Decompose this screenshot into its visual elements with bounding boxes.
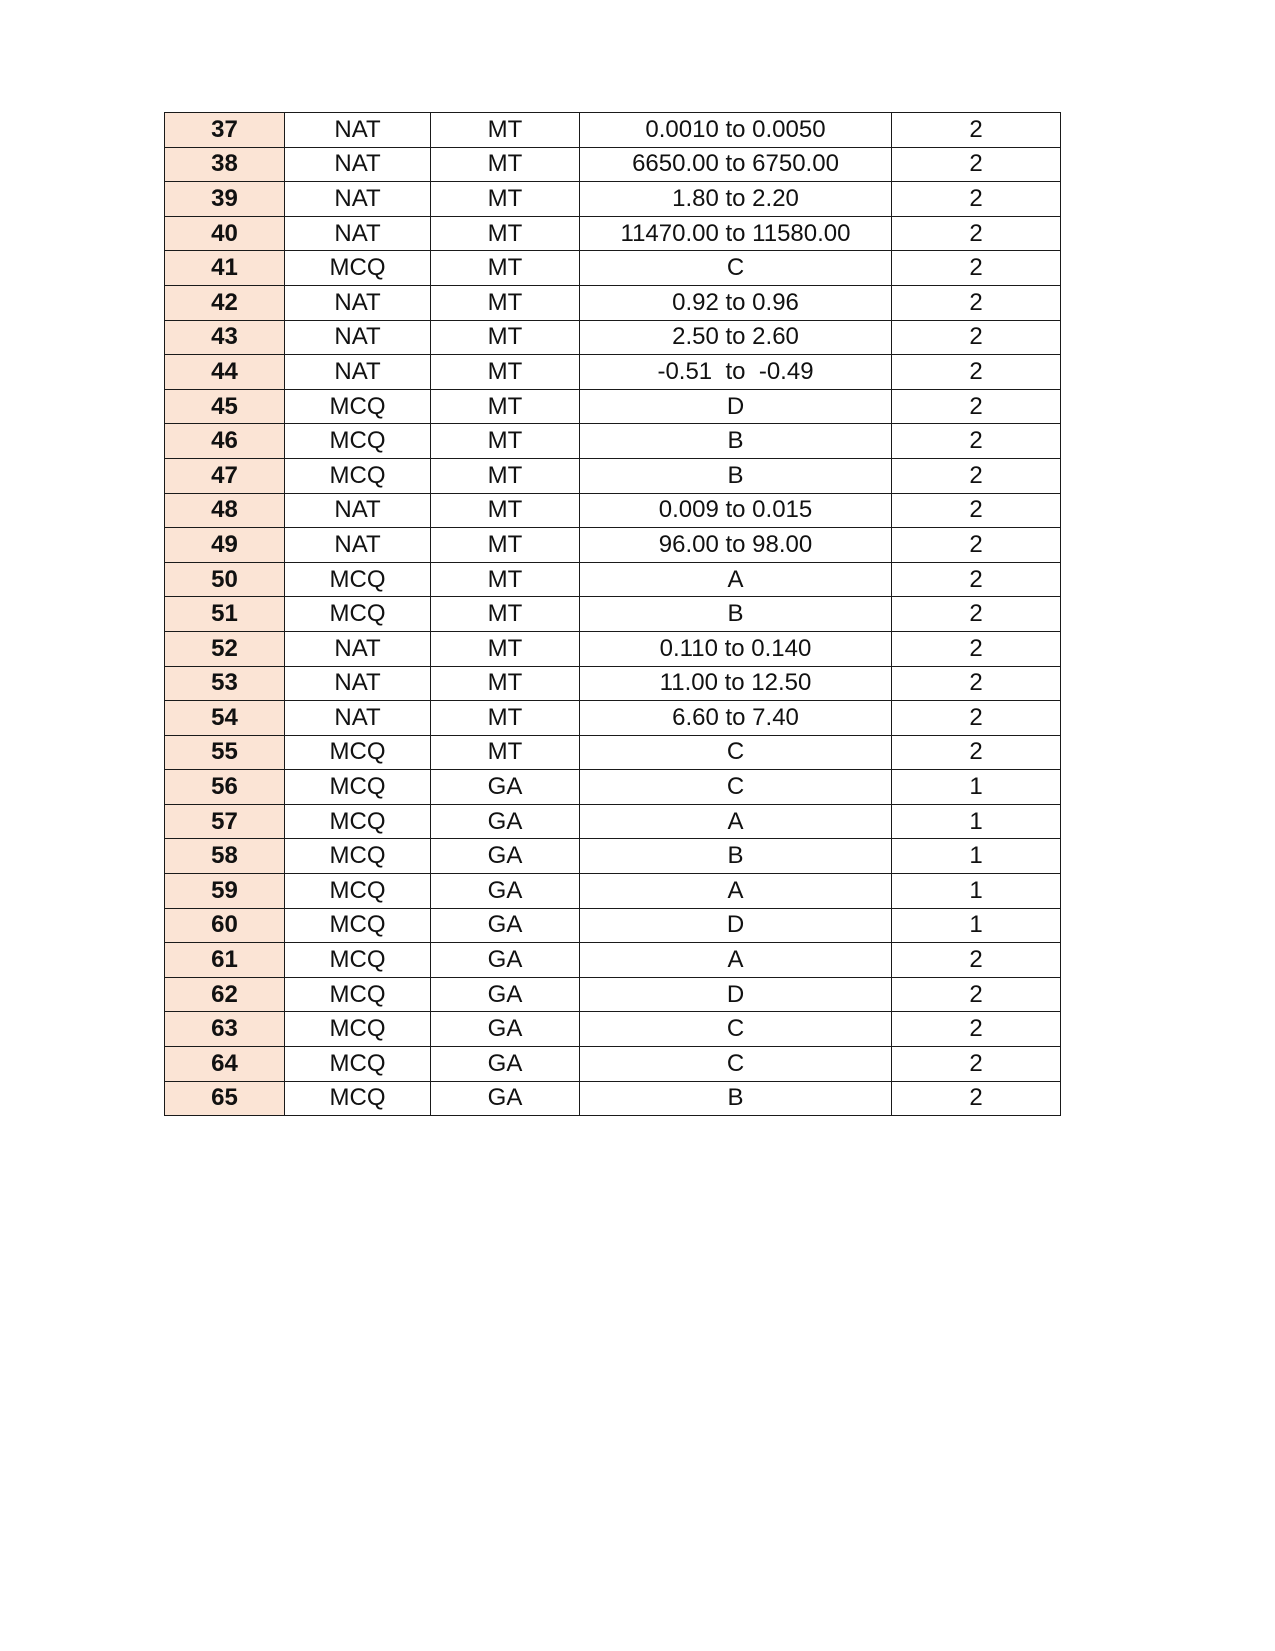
table-row — [165, 597, 1061, 632]
question-number-cell: 41 — [165, 251, 285, 286]
table-row — [165, 631, 1061, 666]
answer-key-cell: D — [580, 977, 892, 1012]
marks-cell: 2 — [892, 355, 1061, 390]
question-type-cell: NAT — [285, 285, 431, 320]
marks-cell: 2 — [892, 147, 1061, 182]
marks-cell: 2 — [892, 285, 1061, 320]
answer-key-cell: 0.0010 to 0.0050 — [580, 113, 892, 148]
question-number-cell: 51 — [165, 597, 285, 632]
question-number-cell: 64 — [165, 1047, 285, 1082]
answer-key-cell: 0.92 to 0.96 — [580, 285, 892, 320]
section-code-cell: GA — [431, 1047, 580, 1082]
answer-key-cell: 0.110 to 0.140 — [580, 631, 892, 666]
table-row — [165, 701, 1061, 736]
question-number-cell: 46 — [165, 424, 285, 459]
section-code-cell: MT — [431, 147, 580, 182]
answer-key-body — [165, 113, 1061, 1116]
table-row — [165, 977, 1061, 1012]
section-code-cell: MT — [431, 285, 580, 320]
section-code-cell: MT — [431, 113, 580, 148]
question-number-cell: 43 — [165, 320, 285, 355]
marks-cell: 2 — [892, 528, 1061, 563]
table-row — [165, 666, 1061, 701]
answer-key-cell: 1.80 to 2.20 — [580, 182, 892, 217]
question-type-cell: MCQ — [285, 735, 431, 770]
table-row — [165, 182, 1061, 217]
marks-cell: 2 — [892, 251, 1061, 286]
answer-key-cell: C — [580, 1047, 892, 1082]
section-code-cell: MT — [431, 631, 580, 666]
answer-key-cell: C — [580, 251, 892, 286]
section-code-cell: MT — [431, 424, 580, 459]
table-row — [165, 735, 1061, 770]
table-row — [165, 908, 1061, 943]
answer-key-table — [164, 112, 1061, 1116]
table-row — [165, 1047, 1061, 1082]
answer-key-cell: 0.009 to 0.015 — [580, 493, 892, 528]
marks-cell: 2 — [892, 182, 1061, 217]
section-code-cell: GA — [431, 1012, 580, 1047]
marks-cell: 2 — [892, 977, 1061, 1012]
question-type-cell: NAT — [285, 666, 431, 701]
marks-cell: 1 — [892, 874, 1061, 909]
question-type-cell: NAT — [285, 701, 431, 736]
marks-cell: 2 — [892, 562, 1061, 597]
answer-key-cell: C — [580, 735, 892, 770]
question-type-cell: NAT — [285, 528, 431, 563]
section-code-cell: MT — [431, 182, 580, 217]
answer-key-cell: B — [580, 1081, 892, 1116]
section-code-cell: MT — [431, 597, 580, 632]
question-type-cell: MCQ — [285, 1012, 431, 1047]
marks-cell: 2 — [892, 597, 1061, 632]
question-number-cell: 54 — [165, 701, 285, 736]
marks-cell: 2 — [892, 113, 1061, 148]
table-row — [165, 389, 1061, 424]
section-code-cell: MT — [431, 528, 580, 563]
marks-cell: 1 — [892, 839, 1061, 874]
question-number-cell: 40 — [165, 216, 285, 251]
table-row — [165, 562, 1061, 597]
section-code-cell: MT — [431, 389, 580, 424]
answer-key-cell: D — [580, 908, 892, 943]
section-code-cell: MT — [431, 320, 580, 355]
question-type-cell: MCQ — [285, 977, 431, 1012]
table-row — [165, 493, 1061, 528]
question-number-cell: 61 — [165, 943, 285, 978]
question-number-cell: 55 — [165, 735, 285, 770]
marks-cell: 2 — [892, 666, 1061, 701]
question-type-cell: NAT — [285, 320, 431, 355]
marks-cell: 2 — [892, 493, 1061, 528]
table-row — [165, 216, 1061, 251]
question-number-cell: 56 — [165, 770, 285, 805]
table-row — [165, 458, 1061, 493]
question-number-cell: 57 — [165, 804, 285, 839]
section-code-cell: MT — [431, 251, 580, 286]
section-code-cell: MT — [431, 666, 580, 701]
table-row — [165, 147, 1061, 182]
answer-key-cell: D — [580, 389, 892, 424]
marks-cell: 2 — [892, 701, 1061, 736]
question-type-cell: NAT — [285, 182, 431, 217]
question-type-cell: MCQ — [285, 424, 431, 459]
answer-key-cell: A — [580, 874, 892, 909]
section-code-cell: GA — [431, 874, 580, 909]
answer-key-cell: B — [580, 458, 892, 493]
section-code-cell: MT — [431, 562, 580, 597]
marks-cell: 2 — [892, 458, 1061, 493]
question-number-cell: 49 — [165, 528, 285, 563]
question-number-cell: 38 — [165, 147, 285, 182]
question-number-cell: 44 — [165, 355, 285, 390]
answer-key-cell: 11.00 to 12.50 — [580, 666, 892, 701]
table-row — [165, 355, 1061, 390]
question-type-cell: MCQ — [285, 908, 431, 943]
question-type-cell: NAT — [285, 631, 431, 666]
answer-key-cell: 2.50 to 2.60 — [580, 320, 892, 355]
answer-key-cell: 6650.00 to 6750.00 — [580, 147, 892, 182]
question-number-cell: 60 — [165, 908, 285, 943]
question-type-cell: MCQ — [285, 562, 431, 597]
table-row — [165, 285, 1061, 320]
marks-cell: 1 — [892, 770, 1061, 805]
marks-cell: 2 — [892, 943, 1061, 978]
table-row — [165, 1081, 1061, 1116]
marks-cell: 2 — [892, 424, 1061, 459]
question-type-cell: NAT — [285, 355, 431, 390]
answer-key-cell: 96.00 to 98.00 — [580, 528, 892, 563]
question-number-cell: 45 — [165, 389, 285, 424]
marks-cell: 2 — [892, 631, 1061, 666]
marks-cell: 2 — [892, 389, 1061, 424]
table-row — [165, 1012, 1061, 1047]
answer-key-cell: A — [580, 804, 892, 839]
question-number-cell: 50 — [165, 562, 285, 597]
section-code-cell: MT — [431, 216, 580, 251]
answer-key-cell: B — [580, 839, 892, 874]
section-code-cell: MT — [431, 493, 580, 528]
question-number-cell: 63 — [165, 1012, 285, 1047]
marks-cell: 2 — [892, 320, 1061, 355]
marks-cell: 2 — [892, 216, 1061, 251]
question-type-cell: MCQ — [285, 804, 431, 839]
question-type-cell: NAT — [285, 216, 431, 251]
marks-cell: 2 — [892, 1012, 1061, 1047]
question-type-cell: MCQ — [285, 839, 431, 874]
question-number-cell: 65 — [165, 1081, 285, 1116]
marks-cell: 1 — [892, 908, 1061, 943]
question-number-cell: 53 — [165, 666, 285, 701]
question-type-cell: MCQ — [285, 1047, 431, 1082]
section-code-cell: GA — [431, 943, 580, 978]
marks-cell: 2 — [892, 1081, 1061, 1116]
table-row — [165, 804, 1061, 839]
answer-key-cell: B — [580, 597, 892, 632]
question-type-cell: MCQ — [285, 389, 431, 424]
table-row — [165, 251, 1061, 286]
answer-key-cell: C — [580, 770, 892, 805]
question-type-cell: MCQ — [285, 874, 431, 909]
question-type-cell: MCQ — [285, 597, 431, 632]
question-type-cell: MCQ — [285, 770, 431, 805]
section-code-cell: GA — [431, 908, 580, 943]
section-code-cell: MT — [431, 458, 580, 493]
table-row — [165, 113, 1061, 148]
question-type-cell: MCQ — [285, 458, 431, 493]
marks-cell: 1 — [892, 804, 1061, 839]
table-row — [165, 943, 1061, 978]
table-row — [165, 424, 1061, 459]
question-type-cell: NAT — [285, 493, 431, 528]
question-type-cell: MCQ — [285, 251, 431, 286]
section-code-cell: GA — [431, 977, 580, 1012]
table-row — [165, 320, 1061, 355]
question-number-cell: 37 — [165, 113, 285, 148]
question-type-cell: MCQ — [285, 943, 431, 978]
question-type-cell: NAT — [285, 113, 431, 148]
answer-key-cell: 11470.00 to 11580.00 — [580, 216, 892, 251]
answer-key-cell: 6.60 to 7.40 — [580, 701, 892, 736]
section-code-cell: GA — [431, 770, 580, 805]
marks-cell: 2 — [892, 1047, 1061, 1082]
answer-key-cell: B — [580, 424, 892, 459]
question-type-cell: MCQ — [285, 1081, 431, 1116]
table-row — [165, 528, 1061, 563]
question-number-cell: 58 — [165, 839, 285, 874]
table-row — [165, 839, 1061, 874]
answer-key-cell: -0.51 to -0.49 — [580, 355, 892, 390]
section-code-cell: MT — [431, 701, 580, 736]
section-code-cell: MT — [431, 735, 580, 770]
marks-cell: 2 — [892, 735, 1061, 770]
question-number-cell: 47 — [165, 458, 285, 493]
section-code-cell: GA — [431, 1081, 580, 1116]
question-number-cell: 52 — [165, 631, 285, 666]
table-row — [165, 770, 1061, 805]
question-type-cell: NAT — [285, 147, 431, 182]
answer-key-cell: A — [580, 943, 892, 978]
question-number-cell: 39 — [165, 182, 285, 217]
section-code-cell: GA — [431, 839, 580, 874]
section-code-cell: MT — [431, 355, 580, 390]
answer-key-cell: C — [580, 1012, 892, 1047]
table-row — [165, 874, 1061, 909]
answer-key-cell: A — [580, 562, 892, 597]
question-number-cell: 42 — [165, 285, 285, 320]
section-code-cell: GA — [431, 804, 580, 839]
question-number-cell: 59 — [165, 874, 285, 909]
question-number-cell: 48 — [165, 493, 285, 528]
question-number-cell: 62 — [165, 977, 285, 1012]
